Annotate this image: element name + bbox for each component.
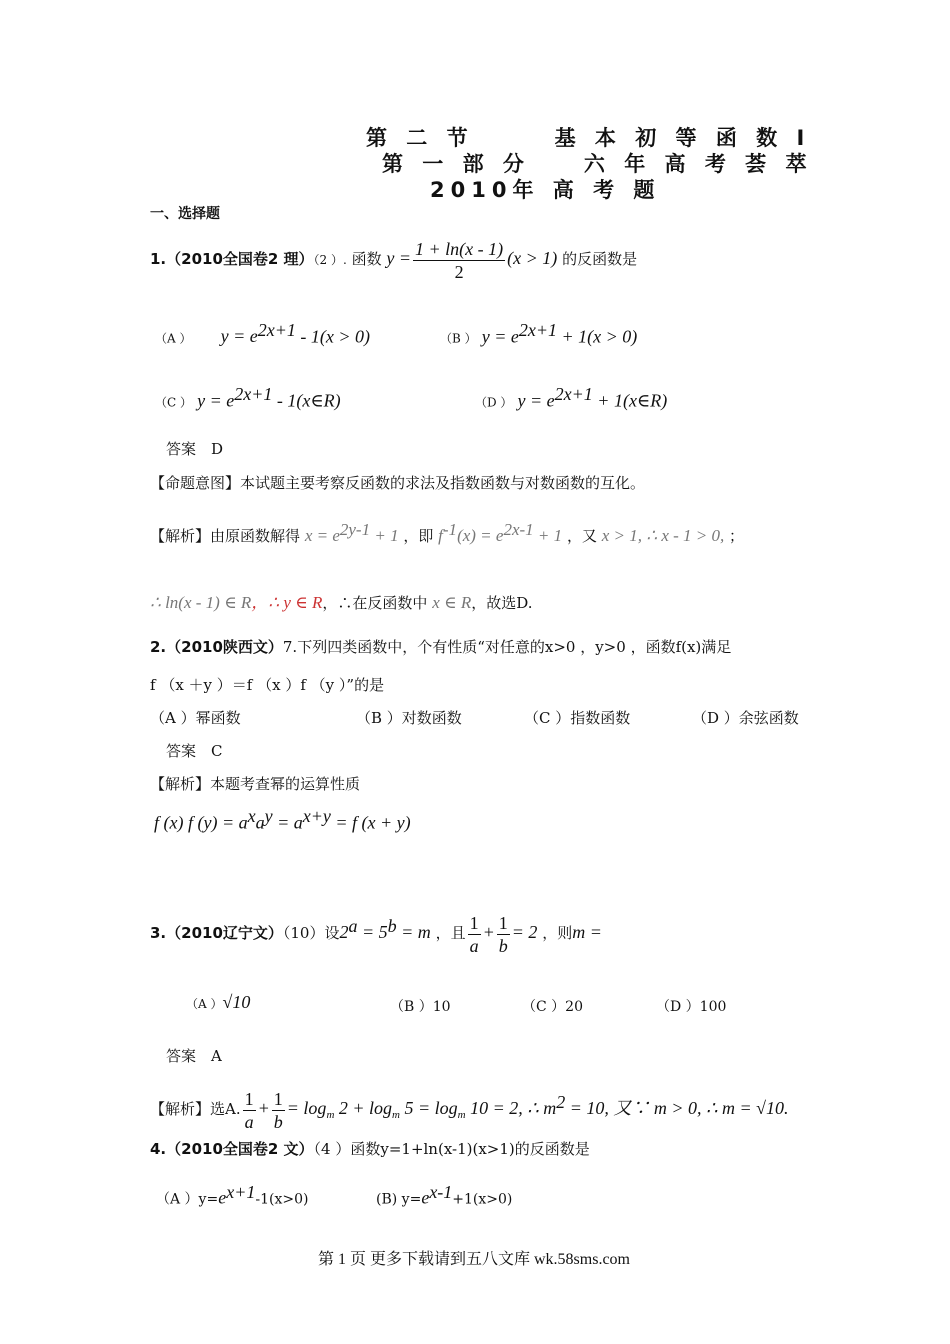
- q3-option-a: [186, 992, 250, 1013]
- q4-optB-label: (B) y=: [376, 1191, 422, 1208]
- q1-option-b: [440, 320, 637, 347]
- q2-formula-mid: a: [255, 812, 265, 833]
- q3-eq2-sup: b: [387, 916, 397, 936]
- q2-formula-sup3: x+y: [302, 806, 331, 826]
- q3-frac2-num: 1: [498, 912, 508, 933]
- q1-label: 1.（2010全国卷2 理）: [150, 250, 314, 268]
- q1-analysis-tag: 【解析】: [150, 527, 211, 545]
- q2-formula-mid2: = a: [272, 812, 303, 833]
- q1-expr2-tail: + 1: [533, 526, 563, 545]
- q3-optA-value: √10: [222, 992, 251, 1012]
- q2-option-b: （B ）对数函数: [356, 709, 462, 727]
- q3-eq1: 2: [339, 922, 349, 942]
- q1-num: （2 ）.: [313, 253, 347, 267]
- q4-optB-sup: x-1: [429, 1182, 453, 1202]
- q3-analysis: [150, 1080, 789, 1137]
- q3-eq3: = m: [396, 922, 431, 942]
- q1-y-eq: y =: [386, 248, 412, 268]
- q1-fraction: [413, 238, 505, 283]
- q3-text1: （10）设: [282, 924, 340, 942]
- q1-expr2-mid: (x) = e: [457, 526, 504, 545]
- q1-line2-c: ，∴在反函数中: [322, 594, 428, 612]
- q1-optC-math: y = e: [197, 390, 235, 411]
- question-1: [150, 236, 637, 283]
- q3-an-sub3: m: [457, 1109, 466, 1121]
- q1-expr2-sup2: 2x-1: [503, 520, 534, 539]
- title-line-3: 2010年 高 考 题: [430, 178, 661, 202]
- q4-text: （4 ）函数y=1+ln(x-1)(x>1)的反函数是: [313, 1140, 590, 1158]
- q2-analysis-tag: 【解析】: [150, 775, 211, 793]
- q1-optC-label: （C ）: [155, 395, 192, 410]
- q3-label: 3.（2010辽宁文）: [150, 924, 283, 942]
- q4-optA-tail: -1(x>0): [255, 1191, 309, 1208]
- q1-analysis1: 由原函数解得: [210, 527, 301, 545]
- section-heading: 一、选择题: [150, 206, 220, 222]
- q1-optD-tail: + 1(x∈R): [592, 390, 668, 411]
- q3-an-rest: 2 + log: [334, 1098, 393, 1118]
- q1-expr2: f: [438, 526, 443, 545]
- q3-an-frac2: [272, 1088, 285, 1133]
- q2-formula-sup1: x: [247, 806, 256, 826]
- q1-line2-b: ，∴ y ∈ R: [251, 593, 323, 612]
- q3-option-b: （B ）10: [390, 999, 451, 1015]
- q3-optA-label: （A ）: [186, 997, 223, 1011]
- q1-text1: 函数: [351, 250, 382, 268]
- q4-optA-sup: x+1: [226, 1182, 256, 1202]
- q1-optA-label: （A ）: [155, 331, 192, 346]
- q2-label: 2.（2010陕西文）: [150, 638, 283, 656]
- q2-formula-tail: = f (x + y): [330, 812, 411, 833]
- q1-frac-num: 1 + ln(x - 1): [415, 238, 504, 259]
- q3-eq5: m =: [572, 922, 602, 942]
- q2-analysis: [150, 773, 360, 794]
- q3-an-frac1-num: 1: [244, 1088, 254, 1109]
- q1-analysis-line1: [150, 520, 744, 546]
- q1-line2-d: x ∈ R: [432, 593, 472, 612]
- q2-option-c: （C ）指数函数: [524, 709, 631, 727]
- question-3: [150, 903, 602, 957]
- q1-expr1: x = e: [304, 526, 340, 545]
- q1-line2-e: ，故选D.: [471, 594, 533, 612]
- q1-expr2-sup: -1: [442, 520, 458, 539]
- q1-expr1-tail: + 1: [370, 526, 399, 545]
- q4-optA-label: （A ）y=: [156, 1191, 219, 1208]
- question-2: [150, 636, 731, 657]
- q4-option-b: [376, 1182, 512, 1209]
- q3-eq2: = 5: [357, 922, 388, 942]
- q1-frac-den: 2: [454, 261, 464, 282]
- q1-optC-sup: 2x+1: [234, 384, 273, 404]
- q3-an-plus: +: [257, 1098, 270, 1118]
- q1-optD-label: （D ）: [475, 395, 513, 410]
- q3-an-rest3: 10 = 2, ∴ m: [465, 1098, 557, 1118]
- q1-intent-tag: 【命题意图】: [150, 474, 241, 492]
- q3-option-c: （C ）20: [522, 999, 583, 1015]
- q2-formula-a: f (x) f (y) = a: [154, 812, 248, 833]
- q3-an-frac1: [243, 1088, 256, 1133]
- q4-option-a: [156, 1182, 308, 1209]
- q2-option-a: （A ）幂函数: [150, 709, 241, 727]
- title-line-2: 第 一 部 分 六 年 高 考 荟 萃: [382, 152, 813, 176]
- q3-an-sup: 2: [556, 1092, 566, 1112]
- q1-analysis-line2: [150, 588, 532, 613]
- q2-formula-sup2: y: [264, 806, 273, 826]
- q1-line2-a: ∴ ln(x - 1) ∈ R: [150, 593, 252, 612]
- q3-frac2: [497, 912, 510, 957]
- q3-eq4: = 2: [511, 922, 538, 942]
- q1-analysis3: ，又: [566, 527, 597, 545]
- q3-frac1-den: a: [469, 935, 479, 956]
- q3-analysis-pre: 选A.: [210, 1100, 241, 1118]
- q1-optC-tail: - 1(x∈R): [272, 390, 341, 411]
- q4-optB-e: e: [421, 1187, 430, 1208]
- q3-an-frac2-num: 1: [273, 1088, 283, 1109]
- q3-an-rest4: = 10, 又∵ m > 0, ∴ m = √10.: [565, 1098, 789, 1118]
- q1-analysis4: ；: [729, 527, 745, 545]
- q1-answer: 答案 D: [166, 440, 224, 458]
- q3-answer: 答案 A: [166, 1047, 222, 1065]
- q1-analysis2: ，即: [403, 527, 434, 545]
- question-4: [150, 1138, 590, 1159]
- q2-answer: 答案 C: [166, 742, 223, 760]
- q1-text2: 的反函数是: [562, 250, 638, 268]
- title-line-1: 第 二 节 基 本 初 等 函 数 I: [366, 126, 811, 150]
- q2-formula: [154, 806, 411, 833]
- q1-option-d: [475, 384, 667, 411]
- q4-optB-tail: +1(x>0): [452, 1191, 513, 1208]
- q3-frac1-num: 1: [469, 912, 479, 933]
- q1-optA-tail: - 1(x > 0): [295, 326, 370, 347]
- q2-analysis-text: 本题考查幂的运算性质: [210, 775, 361, 793]
- q1-option-c: [155, 384, 341, 411]
- q3-an-math: = log: [286, 1098, 327, 1118]
- q2-text: 7.下列四类函数中，个有性质“对任意的x>0 ，y>0 ，函数f(x)满足: [282, 638, 732, 656]
- q4-label: 4.（2010全国卷2 文）: [150, 1140, 314, 1158]
- q1-expr1-sup: 2y-1: [339, 520, 371, 539]
- q3-analysis-tag: 【解析】: [150, 1100, 211, 1118]
- q3-an-frac2-den: b: [273, 1111, 283, 1132]
- q1-optB-sup: 2x+1: [518, 320, 557, 340]
- q3-text3: ，则: [542, 924, 573, 942]
- q1-option-a: [155, 320, 370, 347]
- q2-text2: f （x ＋y ）＝f （x ）f （y ）”的是: [150, 676, 385, 694]
- q1-expr3: x > 1, ∴ x - 1 > 0,: [601, 526, 725, 545]
- q1-optA-sup: 2x+1: [257, 320, 296, 340]
- q1-optD-sup: 2x+1: [554, 384, 593, 404]
- q1-optA-math: y = e: [220, 326, 258, 347]
- q1-intent: [150, 472, 645, 493]
- q3-an-sub2: m: [392, 1109, 400, 1121]
- q1-cond: (x > 1): [507, 248, 558, 268]
- page-footer: 第 1 页 更多下载请到五八文库 wk.58sms.com: [318, 1251, 631, 1268]
- q3-option-d: （D ）100: [656, 999, 727, 1015]
- q1-optB-tail: + 1(x > 0): [557, 326, 638, 347]
- q3-plus: +: [482, 922, 495, 942]
- q3-an-frac1-den: a: [244, 1111, 254, 1132]
- q1-optB-label: （B ）: [440, 331, 477, 346]
- q1-optB-math: y = e: [481, 326, 519, 347]
- q3-frac2-den: b: [498, 935, 508, 956]
- q3-an-sub1: m: [326, 1109, 335, 1121]
- q1-optD-math: y = e: [517, 390, 555, 411]
- q3-eq1-sup: a: [348, 916, 358, 936]
- q3-frac1: [468, 912, 481, 957]
- q1-intent-text: 本试题主要考察反函数的求法及指数函数与对数函数的互化。: [240, 474, 646, 492]
- q4-optA-e: e: [218, 1187, 227, 1208]
- q2-option-d: （D ）余弦函数: [692, 709, 799, 727]
- q3-text2: ，且: [435, 924, 466, 942]
- q3-an-rest2: 5 = log: [400, 1098, 458, 1118]
